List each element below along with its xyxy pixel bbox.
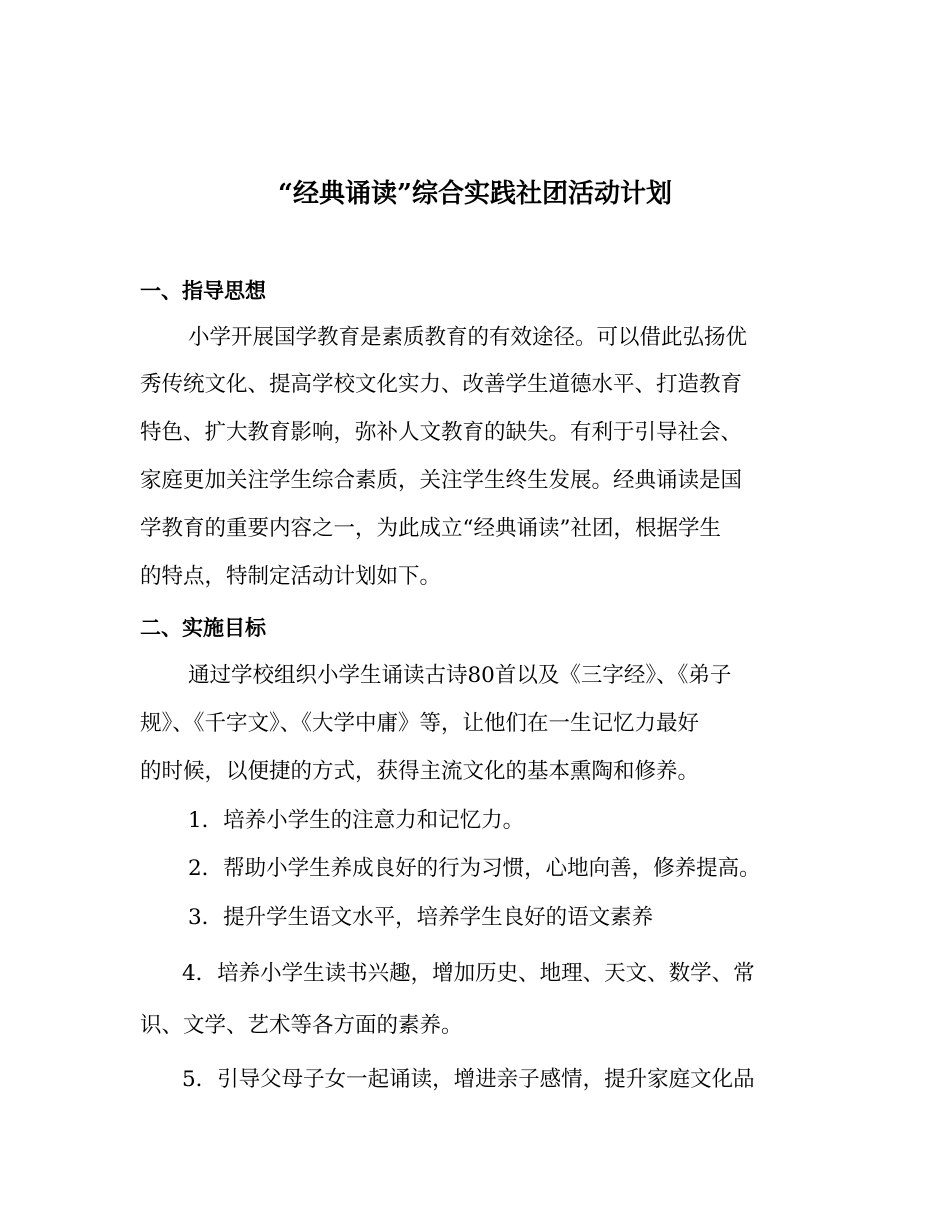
goal-item: 3．提升学生语文水平，培养学生良好的语文素养 [188, 905, 654, 930]
paragraph-line: 秀传统文化、提高学校文化实力、改善学生道德水平、打造教育 [140, 372, 743, 397]
goal-item: 5．引导父母子女一起诵读，增进亲子感情，提升家庭文化品 [182, 1067, 755, 1092]
paragraph-line: 特色、扩大教育影响，弥补人文教育的缺失。有利于引导社会、 [140, 420, 743, 445]
paragraph-line: 的时候，以便捷的方式，获得主流文化的基本熏陶和修养。 [140, 759, 700, 784]
goal-item: 4．培养小学生读书兴趣，增加历史、地理、天文、数学、常 [182, 961, 755, 986]
paragraph-line: 通过学校组织小学生诵读古诗80首以及《三字经》、《弟子 [188, 663, 732, 688]
section-heading-goals: 二、实施目标 [140, 615, 266, 640]
goal-item: 2．帮助小学生养成良好的行为习惯，心地向善，修养提高。 [188, 856, 761, 881]
document-title: “经典诵读”综合实践社团活动计划 [278, 179, 672, 209]
goal-item: 1．培养小学生的注意力和记忆力。 [188, 808, 525, 833]
paragraph-line: 的特点，特制定活动计划如下。 [140, 564, 442, 589]
paragraph-line: 规》、《千字文》、《大学中庸》等，让他们在一生记忆力最好 [140, 711, 700, 736]
section-heading-guiding-thought: 一、指导思想 [140, 278, 266, 303]
paragraph-line: 小学开展国学教育是素质教育的有效途径。可以借此弘扬优 [188, 325, 748, 350]
paragraph-line: 学教育的重要内容之一，为此成立“经典诵读”社团，根据学生 [140, 516, 721, 541]
goal-item-continuation: 识、文学、艺术等各方面的素养。 [140, 1013, 463, 1038]
paragraph-line: 家庭更加关注学生综合素质，关注学生终生发展。经典诵读是国 [140, 468, 743, 493]
